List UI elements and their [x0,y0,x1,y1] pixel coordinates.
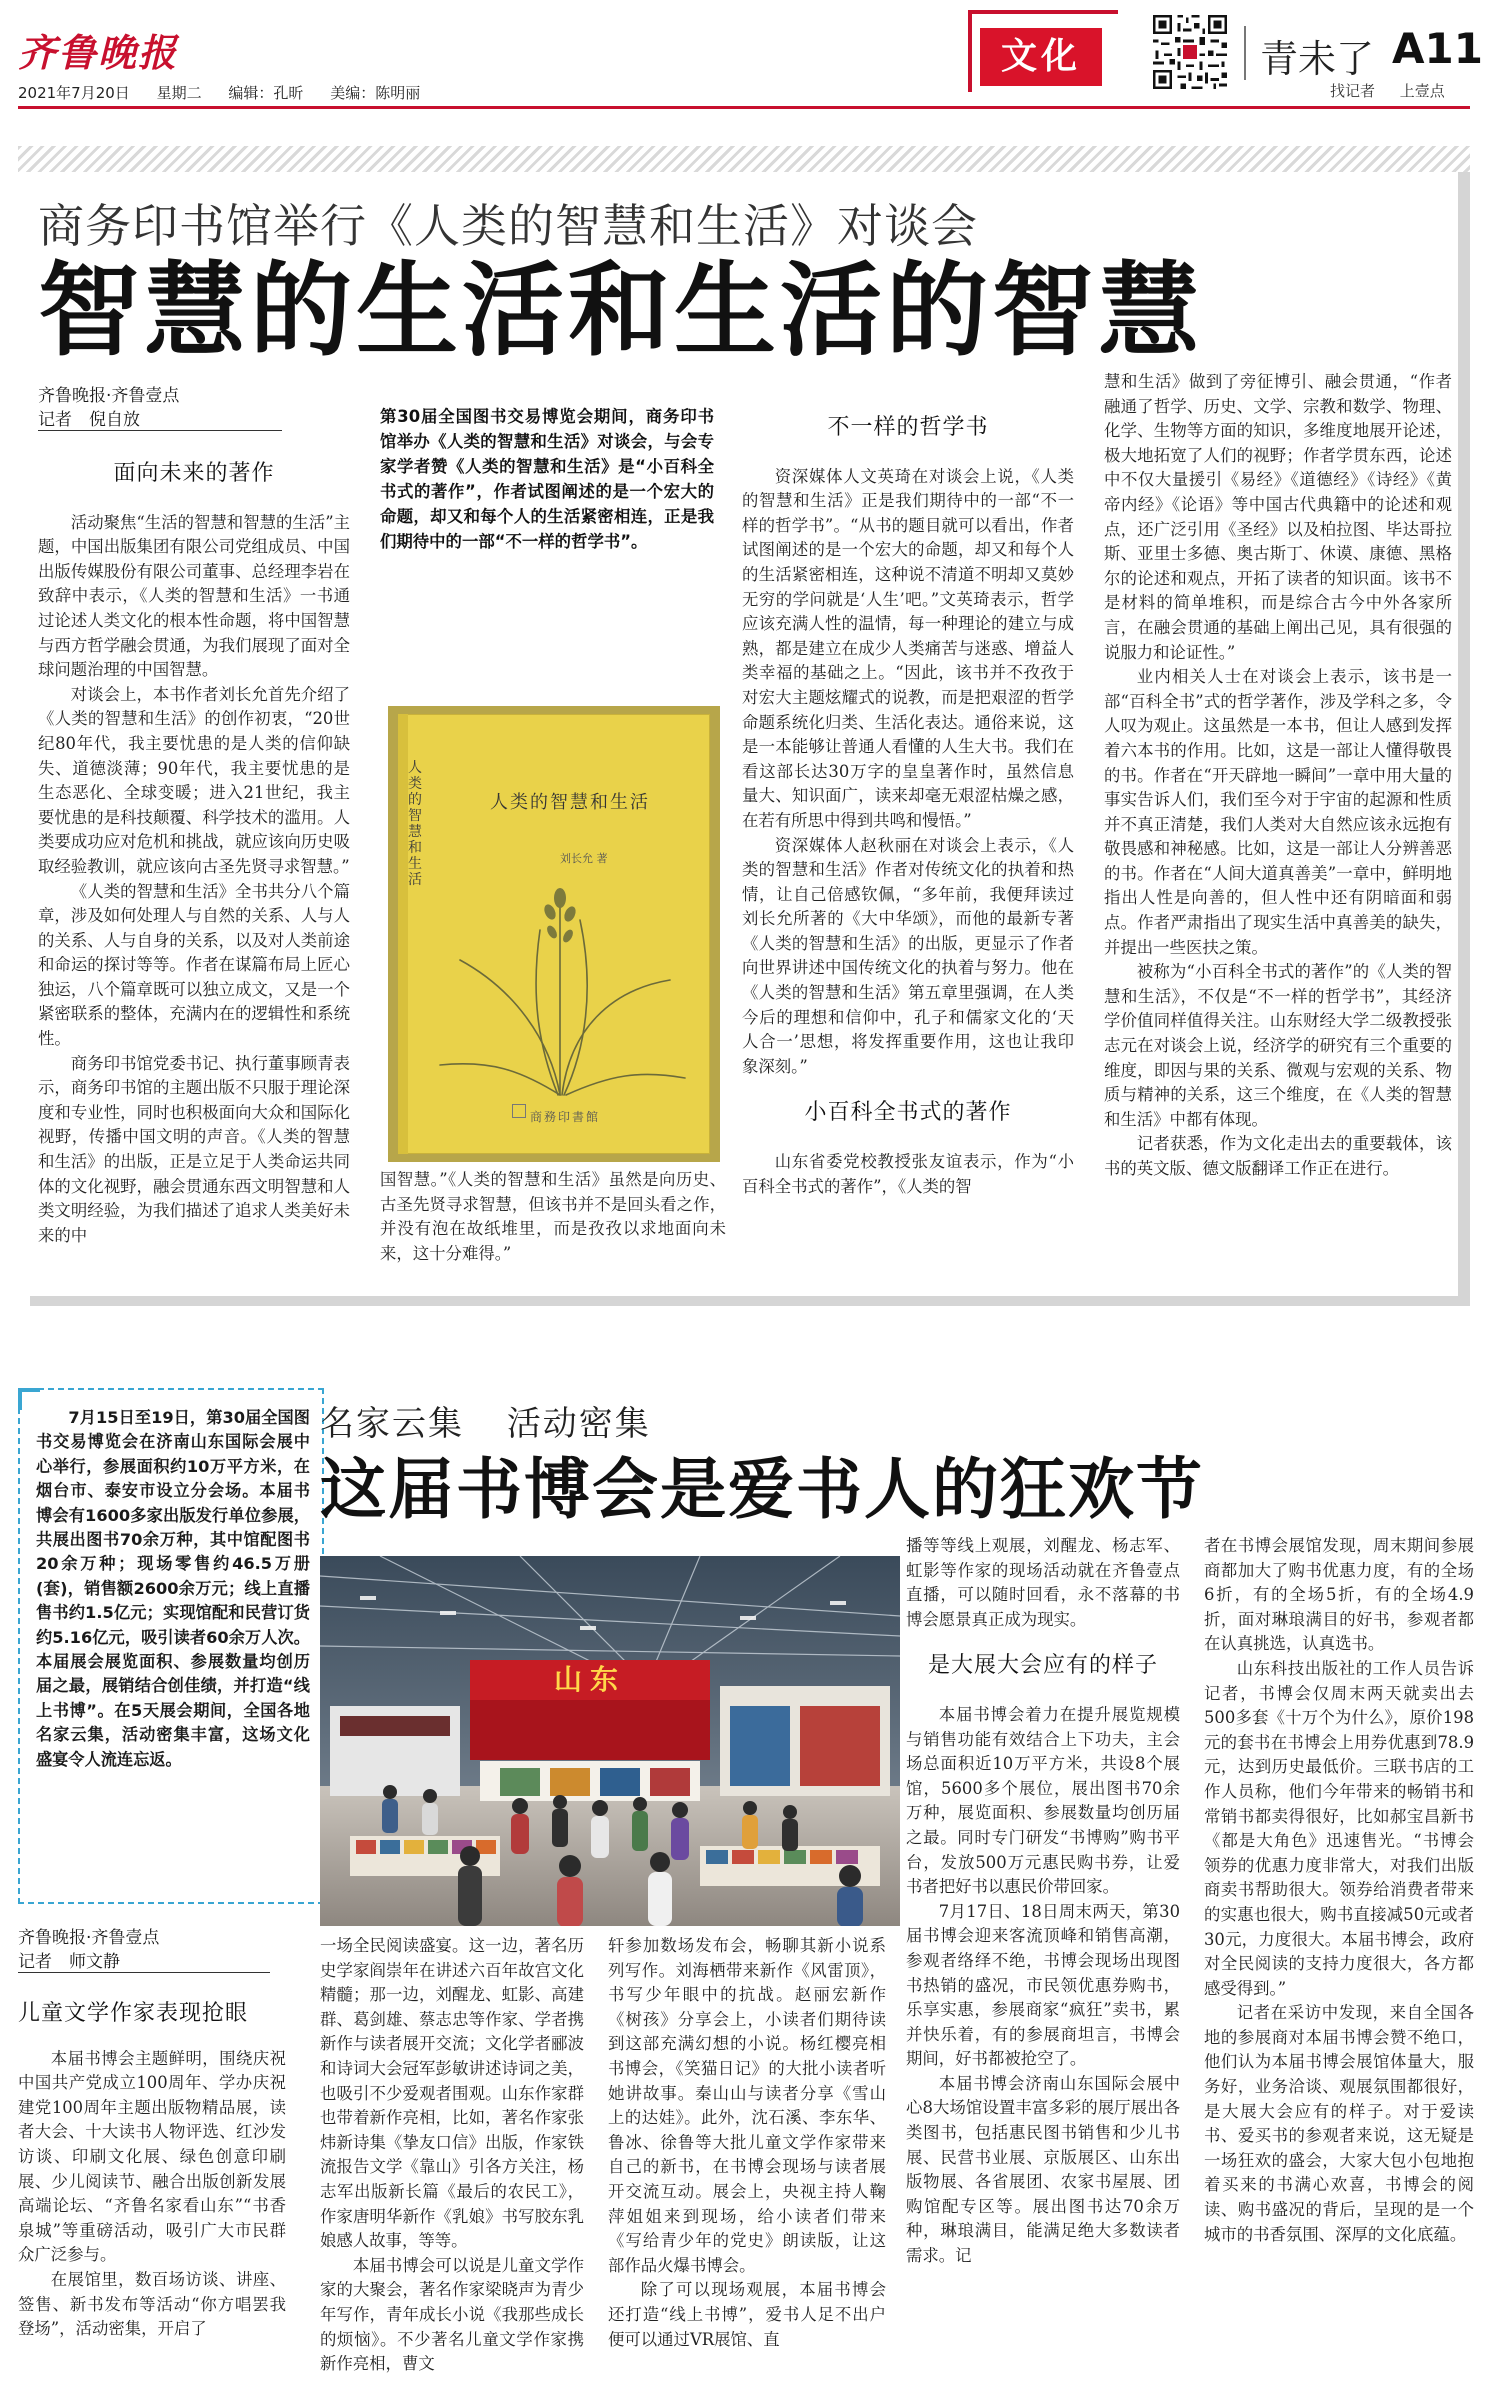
byline-reporter: 记者 倪自放 [38,410,140,430]
paragraph: 资深媒体人赵秋丽在对谈会上表示，《人类的智慧和生活》作者对传统文化的执着和热情，让自己倍感钦佩，“多年前，我便拜读过刘长允所著的《大中华颂》，而他的最新专著《人类的智慧和生活》的出版，更显示了作者向世界讲述中国传统文化的执着与努力。他在《人类的智慧和生活》第五章里强调，在人类今后的理想和信仰中，孔子和儒家文化的‘天人合一’思想，将发挥重要作用，这也让我印象深刻。” [742,835,1074,1076]
article2-kicker [320,1396,681,1445]
article1-byline [38,384,179,432]
paragraph: 山东省委党校教授张友谊表示，作为“小百科全书式的著作”，《人类的智 [742,1152,1074,1196]
article2-column-2 [320,1934,584,2386]
paragraph: 商务印书馆党委书记、执行董事顾青表示，商务印书馆的主题出版不只服于理论深度和专业性，同时也积极面向大众和国际化视野，传播中国文明的声音。《人类的智慧和生活》的出版，正是立足于人类命运共同体的文化视野，融会贯通东西文明智慧和人类文明经验，为我们描述了追求人类美好未来的中 [38,1053,350,1245]
paragraph: 对谈会上，本书作者刘长允首先介绍了《人类的智慧和生活》的创作初衷，“20世纪80年代，我主要忧患的是人类的信仰缺失、道德淡薄；90年代，我主要忧患的是生态恶化、全球变暖；进入21世纪，我主要忧患的是科技颠覆、科学技术的滥用。人类要成功应对危机和挑战，就应该向历史吸取经验教训，就应该向古圣先贤寻求智慧。” [38,684,350,876]
book-author: 刘长允 著 [560,852,608,865]
issue-weekday: 星期二 [156,84,202,102]
section-heading: 面向未来的著作 [113,461,275,486]
paragraph: 慧和生活》做到了旁征博引、融会贯通，“作者融通了哲学、历史、文学、宗教和数学、物理、化学、生物等方面的知识，多维度地展开论述，极大地拓宽了人们的视野；作者学贯东西，论述中不仅大量援引《易经》《道德经》《诗经》《黄帝内经》《论语》等中国古代典籍中的论述和观点，还广泛引用《圣经》以及柏拉图、毕达哥拉斯、亚里士多德、奥古斯丁、休谟、康德、黑格尔的论述和观点，开拓了读者的知识面。该书不是材料的简单堆积，而是综合古今中外各家所言，在融会贯通的基础上阐出己见，具有很强的说服力和论证性。” [1104,372,1452,662]
article1-column-4 [1104,370,1452,1290]
book-publisher: 商務印書館 [530,1110,601,1124]
kicker-part-1: 名家云集 [320,1404,464,1444]
kicker-part-2: 活动密集 [506,1404,651,1444]
article1-shadow-right [1458,172,1470,1306]
article1-subtitle: 商务印书馆举行《人类的智慧和生活》对谈会 [38,199,978,253]
section-tag: 文化 [980,28,1102,86]
article1-column-1 [38,440,350,1290]
article2-column-5 [1204,1534,1474,2386]
issue-meta [18,82,442,103]
article2-column-4 [906,1534,1180,2386]
paragraph: 活动聚焦“生活的智慧和智慧的生活”主题，中国出版集团有限公司党组成员、中国出版传媒股份有限公司董事、总经理李岩在致辞中表示，《人类的智慧和生活》一书通过论述人类文化的根本性命题，将中国智慧与西方哲学融会贯通，为我们展现了面对全球问题治理的中国智慧。 [38,512,350,680]
paragraph: 除了可以现场观展，本届书博会还打造“线上书博”，爱书人足不出户便可以通过VR展馆、直 [608,2280,886,2349]
publisher-seal-icon [512,1104,526,1118]
book-title: 人类的智慧和生活 [490,792,650,813]
book-fair-photo [320,1556,900,1926]
page-number: A11 [1392,24,1483,73]
paragraph: 业内相关人士在对谈会上表示，该书是一部“百科全书”式的哲学著作，涉及学科之多，令人叹为观止。这虽然是一本书，但让人感到发挥着六本书的作用。比如，这是一部让人懂得敬畏的书。作者在“开天辟地一瞬间”一章中用大量的事实告诉人们，我们至今对于宇宙的起源和性质并不真正清楚，我们人类对大自然应该永远抱有敬畏感和神秘感。比如，这是一部让人分辨善恶的书。作者在“人间大道真善美”一章中，鲜明地指出人性是向善的，但人性中还有阴暗面和弱点。作者严肃指出了现实生活中真善美的缺失，并提出一些医扶之策。 [1104,667,1452,957]
byline-outlet: 齐鲁晚报·齐鲁壹点 [38,386,180,406]
paragraph: 轩参加数场发布会，畅聊其新小说系列写作。刘海栖带来新作《风雷顶》，书写少年眼中的抗战。赵丽宏新作《树孩》分享会上，小读者们期待读到这部充满幻想的小说。杨红樱亮相书博会，《笑猫日记》的大批小读者听她讲故事。秦山山与读者分享《雪山上的达娃》。此外，沈石溪、李东华、鲁冰、徐鲁等大批儿童文学作家带来自己的新书，在书博会现场与读者展开交流互动。展会上，央视主持人鞠萍姐姐来到现场，给小读者们带来《写给青少年的党史》朗读版，让这部作品火爆书博会。 [608,1936,886,2275]
section-heading: 是大展大会应有的样子 [927,1653,1158,1679]
section-heading: 不一样的哲学书 [827,415,989,440]
book-spine-title: 人类的智慧和生活 [408,760,422,888]
byline-rule [38,430,282,431]
section-heading: 儿童文学作家表现抢眼 [18,2001,249,2026]
paragraph: 山东科技出版社的工作人员告诉记者，书博会仅周末两天就卖出去500多套《十万个为什么》，原价198元的套书在书博会上用券优惠到78.9元，达到历史最低价。三联书店的工作人员称，他们今年带来的畅销书和常销书都卖得很好，比如郝宝昌新书《都是大角色》迅速售光。“书博会领券的优惠力度非常大，对我们出版商卖书帮助很大。领券给消费者带来的实惠也很大，购书直接减50元或者30元，力度很大。本届书博会，政府对全民阅读的支持力度很大，各方都感受得到。” [1204,1658,1474,1998]
summary-text: 7月15日至19日，第30届全国图书交易博览会在济南山东国际会展中心举行，参展面积约10万平方米，在烟台市、泰安市设立分会场。本届书博会有1600多家出版发行单位参展，共展出图书70余万种，其中馆配图书20余万种；现场零售约46.5万册(套)，销售额2600余万元；线上直播售书约1.5亿元；实现馆配和民营订货约5.16亿元，吸引读者60余万人次。本届展会展览面积、参展数量均创历届之最，展销结合创佳绩，并打造“线上书博”。在5天展会期间，全国各地名家云集，活动密集丰富，这场文化盛宴令人流连忘返。 [36,1408,310,1769]
paragraph: 记者获悉，作为文化走出去的重要载体，该书的英文版、德文版翻译工作正在进行。 [1104,1134,1452,1178]
paragraph: 本届书博会可以说是儿童文学作家的大聚会，著名作家梁晓声为青少年写作，青年成长小说《我那些成长的烦恼》。不少著名儿童文学作家携新作亮相，曹文 [320,2255,584,2374]
reporter-label: 找记者 [1330,82,1376,100]
article1-headline: 智慧的生活和生活的智慧 [38,252,1204,371]
article2-column-3 [608,1934,886,2386]
reporter-target: 上壹点 [1399,82,1445,100]
issue-date: 2021年7月20日 [18,84,130,102]
banner-text: 山东 [553,1663,627,1696]
paragraph: 国智慧。”《人类的智慧和生活》虽然是向历史、古圣先贤寻求智慧，但该书并不是回头看之作，并没有泡在故纸堆里，而是孜孜以求地面向未来，这十分难得。” [380,1170,726,1263]
article1-column-3 [742,394,1074,1290]
paragraph: 资深媒体人文英琦在对谈会上说，《人类的智慧和生活》正是我们期待中的一部“不一样的哲学书”。“从书的题目就可以看出，作者试图阐述的是一个宏大的命题，却又和每个人的生活紧密相连，这种说不清道不明却又莫妙无穷的学问就是‘人生’吧。”文英琦表示，哲学应该充满人性的温情，每一种理论的建立与成熟，都是建立在成少人类痛苦与迷惑、增益人类幸福的基础之上。“因此，该书并不孜孜于对宏大主题炫耀式的说教，而是把艰涩的哲学命题系统化归类、生活化表达。通俗来说，这是一本能够让普通人看懂的人生大书。我们在看这部长达30万字的皇皇著作时，虽然信息量大、知识面广，读来却毫无艰涩枯燥之感，在若有所思中得到共鸣和慢悟。” [742,466,1074,830]
paragraph: 本届书博会着力在提升展览规模与销售功能有效结合上下功夫，主会场总面积近10万平方米，共设8个展馆，5600多个展位，展出图书70余万种，展览面积、参展数量均创历届之最。同时专门研发“书博购”购书平台，发放500万元惠民购书券，让爱书者把好书以惠民价带回家。 [906,1704,1180,1897]
byline-outlet: 齐鲁晚报·齐鲁壹点 [18,1928,160,1948]
paragraph: 者在书博会展馆发现，周末期间参展商都加大了购书优惠力度，有的全场6折，有的全场5折，有的全场4.9折，面对琳琅满目的好书，参观者都在认真挑选，认真选书。 [1204,1536,1474,1654]
article2-byline [18,1926,159,1974]
byline-rule [18,1972,270,1973]
article1-hatched-bar [18,146,1470,172]
article2-summary [36,1406,310,1772]
article2-column-1 [18,1984,286,2386]
byline-reporter: 记者 师文静 [18,1952,120,1972]
qr-code-icon[interactable] [1150,12,1230,92]
book-spine [398,714,408,1154]
issue-designer: 美编：陈明丽 [330,84,421,102]
page-divider [1244,26,1246,80]
paragraph: 被称为“小百科全书式的著作”的《人类的智慧和生活》，不仅是“不一样的哲学书”，其经济学价值同样值得关注。山东财经大学二级教授张志元在对谈会上说，经济学的研究有三个重要的维度，即因与果的关系、微观与宏观的关系、物质与精神的关系，这三个维度，在《人类的智慧和生活》中都有体现。 [1104,962,1452,1129]
article1-shadow-bottom [30,1296,1470,1306]
article1-column-2 [380,1168,726,1290]
paragraph: 记者在采访中发现，来自全国各地的参展商对本届书博会赞不绝口，他们认为本届书博会展馆体量大，服务好，业务洽谈、观展氛围都很好，是大展大会应有的样子。对于爱读书、爱买书的参观者来说，这无疑是一场狂欢的盛会，大家大包小包地抱着买来的书满心欢喜，书博会的阅读、购书盛况的背后，呈现的是一个城市的书香氛围、深厚的文化底蕴。 [1204,2003,1474,2244]
masthead-rule [18,106,1470,109]
page-name: 青未了 [1260,37,1375,81]
paragraph: 7月17日、18日周末两天，第30届书博会迎来客流顶峰和销售高潮，参观者络绎不绝，书博会现场出现图书热销的盛况，市民领优惠券购书，乐享实惠，参展商家“疯狂”卖书，累并快乐着，有的参展商坦言，书博会期间，好书都被抢空了。 [906,1901,1180,2069]
newspaper-logo: 齐鲁晚报 [18,30,179,75]
paragraph: 《人类的智慧和生活》全书共分八个篇章，涉及如何处理人与自然的关系、人与人的关系、人与自身的关系，以及对人类前途和命运的探讨等等。作者在谋篇布局上匠心独运，八个篇章既可以独立成文，又是一个紧密联系的整体，充满内在的逻辑性和系统性。 [38,881,350,1049]
paragraph: 本届书博会济南山东国际会展中心8大场馆设置丰富多彩的展厅展出各类图书，包括惠民图书销售和少儿书展、民营书业展、京版展区、山东出版物展、各省展团、农家书屋展、团购馆配专区等。展出图书达70余万种，琳琅满目，能满足绝大多数读者需求。记 [906,2073,1180,2266]
issue-editor: 编辑：孔昕 [228,84,304,102]
article1-pullquote: 第30届全国图书交易博览会期间，商务印书馆举办《人类的智慧和生活》对谈会，与会专家学者赞《人类的智慧和生活》是“小百科全书式的著作”，作者试图阐述的是一个宏大的命题，却又和每个人的生活紧密相连，正是我们期待中的一部“不一样的哲学书”。 [380,407,714,551]
paragraph: 本届书博会主题鲜明，围绕庆祝中国共产党成立100周年、学办庆祝建党100周年主题出版物精品展，读者大会、十大读书人物评选、红沙发访谈、印刷文化展、绿色创意印刷展、少儿阅读节、融合出版创新发展高端论坛、“齐鲁名家看山东”“书香泉城”等重磅活动，吸引广大市民群众广泛参与。 [18,2048,286,2265]
section-heading: 小百科全书式的著作 [804,1100,1012,1126]
reporter-line [1310,80,1445,101]
article2-headline: 这届书博会是爱书人的狂欢节 [320,1451,1204,1528]
paragraph: 播等等线上观展，刘醒龙、杨志军、虹影等作家的现场活动就在齐鲁壹点直播，可以随时回看，永不落幕的书博会愿景真正成为现实。 [906,1536,1180,1629]
orchid-illustration-icon [420,840,700,1100]
paragraph: 一场全民阅读盛宴。这一边，著名历史学家阎崇年在讲述六百年故宫文化精髓；那一边，刘醒龙、虹影、高建群、葛剑雄、蔡志忠等作家、学者携新作与读者展开交流；文化学者郦波和诗词大会冠军彭敏讲述诗词之美，也吸引不少爱观者围观。山东作家群也带着新作亮相，比如，著名作家张炜新诗集《挚友口信》出版，作家铁流报告文学《靠山》引各方关注，杨志军出版新长篇《最后的农民工》，作家唐明华新作《乳娘》书写胶东乳娘感人故事，等等。 [320,1936,584,2251]
paragraph: 在展馆里，数百场访谈、讲座、签售、新书发布等活动“你方唱罢我登场”，活动密集，开启了 [18,2269,286,2339]
